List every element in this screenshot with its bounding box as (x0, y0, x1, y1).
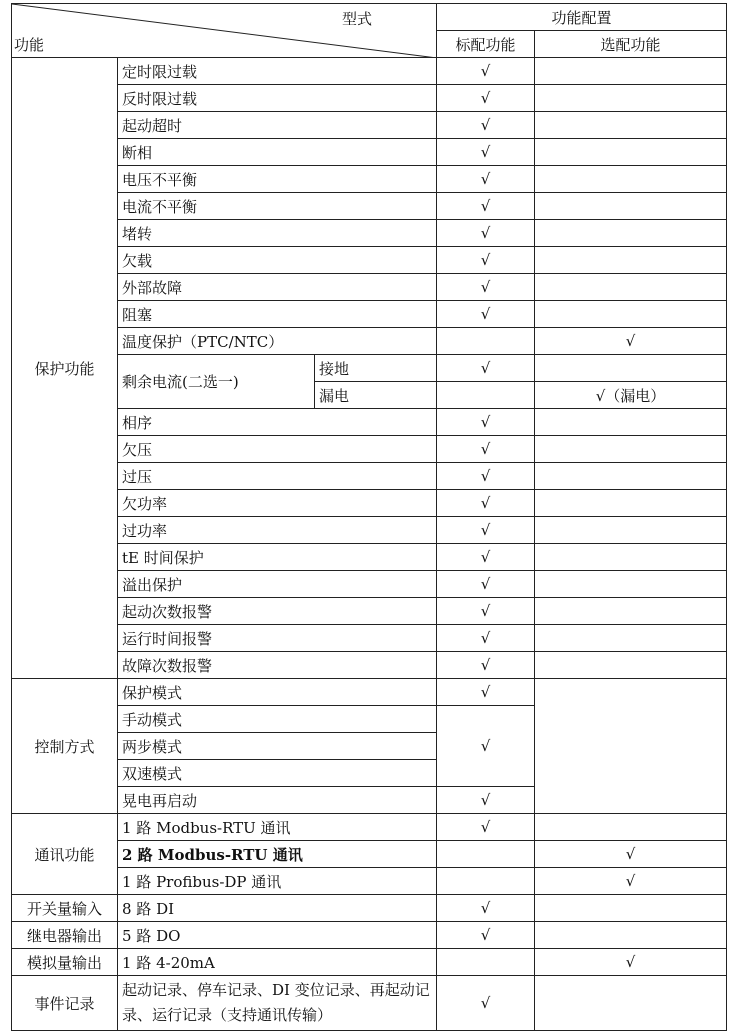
standard-mark: √ (437, 463, 535, 490)
function-name: 运行时间报警 (118, 625, 437, 652)
diagonal-line (12, 4, 437, 58)
function-name: 起动超时 (118, 112, 437, 139)
table-row (12, 598, 727, 625)
standard-mark: √ (437, 976, 535, 1031)
function-name: 故障次数报警 (118, 652, 437, 679)
function-name: 堵转 (118, 220, 437, 247)
table-row (12, 625, 727, 652)
function-name: 反时限过载 (118, 85, 437, 112)
group-io: 模拟量输出 (12, 949, 118, 976)
function-name: 电压不平衡 (118, 166, 437, 193)
standard-mark: √ (437, 409, 535, 436)
function-header: 功能 (14, 36, 45, 54)
optional-header: 选配功能 (535, 31, 727, 58)
group-protection: 保护功能 (12, 58, 118, 679)
table-row (12, 436, 727, 463)
function-name: 起动次数报警 (118, 598, 437, 625)
optional-mark (535, 85, 727, 112)
table-row (12, 841, 727, 868)
standard-mark: √ (437, 571, 535, 598)
standard-mark: √ (437, 814, 535, 841)
table-row (12, 949, 727, 976)
optional-mark (535, 166, 727, 193)
table-row (12, 58, 727, 85)
table-row (12, 328, 727, 355)
optional-mark (535, 193, 727, 220)
function-name: 相序 (118, 409, 437, 436)
standard-mark: √ (437, 517, 535, 544)
table-row (12, 868, 727, 895)
standard-mark: √ (437, 166, 535, 193)
function-name: 双速模式 (118, 760, 437, 787)
function-name: 两步模式 (118, 733, 437, 760)
standard-mark: √ (437, 598, 535, 625)
group-io: 开关量输入 (12, 895, 118, 922)
standard-mark: √ (437, 58, 535, 85)
table-row (12, 409, 727, 436)
standard-mark (437, 841, 535, 868)
optional-mark (535, 652, 727, 679)
table-row (12, 220, 727, 247)
optional-mark (535, 58, 727, 85)
standard-mark: √ (437, 652, 535, 679)
optional-mark (535, 274, 727, 301)
standard-mark: √ (437, 112, 535, 139)
function-name: 5 路 DO (118, 922, 437, 949)
function-name: 欠功率 (118, 490, 437, 517)
function-name: 保护模式 (118, 679, 437, 706)
optional-mark (535, 625, 727, 652)
optional-mark (535, 571, 727, 598)
header-row-1 (12, 4, 727, 31)
table-row (12, 166, 727, 193)
standard-mark (437, 328, 535, 355)
optional-mark (535, 895, 727, 922)
group-control: 控制方式 (12, 679, 118, 814)
optional-mark (535, 139, 727, 166)
function-name: 欠载 (118, 247, 437, 274)
optional-mark (535, 112, 727, 139)
optional-mark (535, 922, 727, 949)
optional-mark (535, 544, 727, 571)
optional-mark (535, 436, 727, 463)
optional-mark (535, 220, 727, 247)
group-comm: 通讯功能 (12, 814, 118, 895)
table-row (12, 571, 727, 598)
group-events: 事件记录 (12, 976, 118, 1031)
group-io: 继电器输出 (12, 922, 118, 949)
standard-mark: √ (437, 490, 535, 517)
table-row (12, 193, 727, 220)
function-name: 过压 (118, 463, 437, 490)
standard-mark: √ (437, 301, 535, 328)
optional-mark (535, 517, 727, 544)
events-text: 起动记录、停车记录、DI 变位记录、再起动记录、运行记录（支持通讯传输） (118, 976, 437, 1031)
table-row (12, 139, 727, 166)
optional-mark (535, 814, 727, 841)
standard-header: 标配功能 (437, 31, 535, 58)
table-row (12, 544, 727, 571)
standard-mark: √ (437, 679, 535, 706)
optional-mark (535, 355, 727, 382)
residual-ground: 接地 (315, 355, 437, 382)
table-row (12, 922, 727, 949)
table-row (12, 355, 727, 382)
function-name: tE 时间保护 (118, 544, 437, 571)
table-row (12, 112, 727, 139)
table-row (12, 652, 727, 679)
table-row (12, 895, 727, 922)
function-name: 阻塞 (118, 301, 437, 328)
function-name: 手动模式 (118, 706, 437, 733)
standard-mark: √ (437, 247, 535, 274)
standard-mark: √ (437, 787, 535, 814)
standard-mark: √ (437, 544, 535, 571)
function-name: 断相 (118, 139, 437, 166)
standard-mark: √ (437, 139, 535, 166)
function-name: 晃电再启动 (118, 787, 437, 814)
standard-mark (437, 868, 535, 895)
optional-mark (535, 490, 727, 517)
standard-mark: √ (437, 706, 535, 787)
optional-mark: √ (535, 328, 727, 355)
optional-mark (535, 463, 727, 490)
function-name: 电流不平衡 (118, 193, 437, 220)
table-row (12, 274, 727, 301)
optional-mark: √（漏电） (535, 382, 727, 409)
function-name: 过功率 (118, 517, 437, 544)
optional-mark: √ (535, 949, 727, 976)
optional-mark (535, 598, 727, 625)
diagonal-header-cell (12, 4, 437, 58)
function-name: 2 路 Modbus-RTU 通讯 (118, 841, 437, 868)
residual-leak: 漏电 (315, 382, 437, 409)
function-name: 溢出保护 (118, 571, 437, 598)
standard-mark: √ (437, 625, 535, 652)
optional-mark (535, 247, 727, 274)
optional-mark (535, 679, 727, 814)
optional-mark: √ (535, 868, 727, 895)
function-name: 1 路 Modbus-RTU 通讯 (118, 814, 437, 841)
function-name: 1 路 Profibus-DP 通讯 (118, 868, 437, 895)
function-name: 1 路 4-20mA (118, 949, 437, 976)
optional-mark (535, 409, 727, 436)
function-name: 欠压 (118, 436, 437, 463)
table-row (12, 814, 727, 841)
standard-mark: √ (437, 895, 535, 922)
standard-mark: √ (437, 922, 535, 949)
standard-mark (437, 382, 535, 409)
table-row (12, 976, 727, 1031)
standard-mark: √ (437, 193, 535, 220)
table-row (12, 85, 727, 112)
table-row (12, 679, 727, 706)
standard-mark: √ (437, 85, 535, 112)
optional-mark (535, 301, 727, 328)
standard-mark (437, 949, 535, 976)
standard-mark: √ (437, 220, 535, 247)
standard-mark: √ (437, 355, 535, 382)
config-header: 功能配置 (437, 4, 727, 31)
table-row (12, 301, 727, 328)
table-row (12, 247, 727, 274)
type-header: 型式 (342, 10, 373, 28)
optional-mark (535, 976, 727, 1031)
function-name: 定时限过载 (118, 58, 437, 85)
function-name: 温度保护（PTC/NTC） (118, 328, 437, 355)
optional-mark: √ (535, 841, 727, 868)
standard-mark: √ (437, 436, 535, 463)
function-name: 外部故障 (118, 274, 437, 301)
standard-mark: √ (437, 274, 535, 301)
table-row (12, 490, 727, 517)
table-row (12, 463, 727, 490)
residual-current-name: 剩余电流(二选一) (118, 355, 315, 409)
table-row (12, 517, 727, 544)
function-config-table (11, 3, 727, 1031)
function-name: 8 路 DI (118, 895, 437, 922)
